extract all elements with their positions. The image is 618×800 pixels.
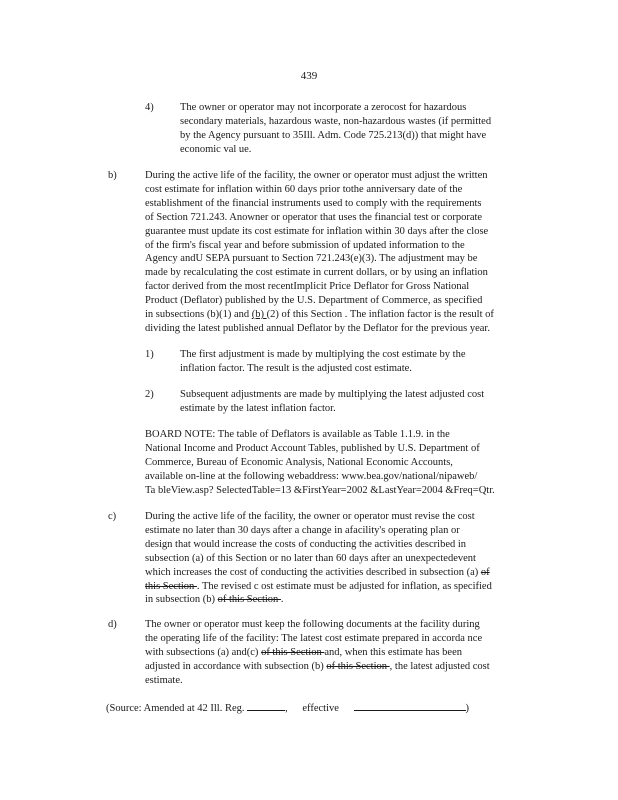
- text-line: of Section 721.243. Anowner or operator that uses the financial test or corporate: [145, 211, 483, 223]
- text-line: guarantee must update its cost estimate for inflation within 30 days after the close: [145, 225, 489, 237]
- text-line: by the Agency pursuant to 35Ill. Adm. Code 725.213(d)) that might have: [180, 129, 487, 141]
- text-segment: adjusted in accordance with subsection (b): [145, 660, 327, 672]
- item-b2-label: 2): [145, 389, 154, 400]
- text-line: [145, 593, 537, 607]
- text-segment: with subsections (a) and(c): [145, 646, 262, 658]
- deleted-text: of this Section: [326, 660, 390, 672]
- text-line: inflation factor. The result is the adjusted cost estimate.: [180, 362, 412, 374]
- text-line: Ta bleView.asp? SelectedTable=13 &FirstYear=2002 &LastYear=2004 &Freq=Qtr.: [145, 484, 495, 496]
- text-line: [145, 646, 537, 660]
- text-line: design that would increase the costs of conducting the activities described in: [145, 538, 467, 550]
- text-line: made by recalculating the cost estimate in current dollars, or by using an inflation: [145, 267, 488, 279]
- text-segment: , the latest adjusted cost: [389, 660, 490, 672]
- board-note: [145, 428, 533, 498]
- source-effective: effective: [302, 703, 339, 714]
- text-segment: which increases the cost of conducting the activities described in subsection (a): [145, 566, 481, 578]
- text-line: Agency andU SEPA pursuant to Section 721.243(e)(3). The adjustment may be: [145, 253, 478, 265]
- source-note: [106, 700, 469, 714]
- text-line: Product (Deflator) published by the U.S. Department of Commerce, as specified: [145, 295, 483, 307]
- text-line: [145, 566, 537, 580]
- subsection-c-text: [145, 510, 537, 607]
- text-segment: and, when this estimate has been: [324, 646, 462, 658]
- text-line: Commerce, Bureau of Economic Analysis, National Economic Accounts,: [145, 456, 453, 468]
- text-line: secondary materials, hazardous waste, non-hazardous wastes (if permitted: [180, 115, 492, 127]
- text-line: estimate by the latest inflation factor.: [180, 402, 336, 414]
- text-line: available on-line at the following webaddress: www.bea.gov/national/nipaweb/: [145, 470, 478, 482]
- subsection-c-label: c): [108, 511, 117, 522]
- item-4-label: 4): [145, 102, 154, 113]
- text-line: dividing the latest published annual Deflator by the Deflator for the previous year.: [145, 322, 490, 334]
- text-line: estimate no later than 30 days after a change in afacility's operating plan or: [145, 524, 460, 536]
- item-b2-text: [180, 388, 532, 416]
- item-b1-label: 1): [145, 349, 154, 360]
- text-line: [145, 308, 543, 322]
- text-segment: .: [280, 594, 284, 606]
- text-line: The first adjustment is made by multiplying the cost estimate by the: [180, 349, 466, 360]
- item-b1-text: [180, 348, 532, 376]
- text-line: subsection (a) of this Section or no later than 60 days after an unexpectedevent: [145, 552, 476, 564]
- deleted-text: of this Section: [261, 646, 325, 658]
- text-segment: . The revised c ost estimate must be adjusted for inflation, as specified: [196, 580, 492, 592]
- text-segment: in subsections (b)(1) and: [145, 309, 252, 321]
- subsection-d-text: [145, 618, 537, 688]
- subsection-b-label: b): [108, 170, 117, 181]
- text-line: cost estimate for inflation within 60 days prior tothe anniversary date of the: [145, 183, 463, 195]
- text-segment: in subsection (b): [145, 594, 218, 606]
- text-line: of the firm's fiscal year and before submission of updated information to the: [145, 239, 465, 251]
- deleted-text: of this Section: [217, 594, 281, 606]
- text-line: The owner or operator must keep the following documents at the facility during: [145, 619, 480, 630]
- subsection-b-text: [145, 169, 543, 336]
- text-line: estimate.: [145, 674, 183, 686]
- subsection-d-label: d): [108, 619, 117, 630]
- source-comma: ,: [285, 703, 288, 714]
- text-segment: (2) of this Section . The inflation factor is the result of: [266, 309, 494, 321]
- text-line: BOARD NOTE: The table of Deflators is available as Table 1.1.9. in the: [145, 429, 450, 440]
- deleted-text: of: [480, 566, 490, 578]
- text-line: During the active life of the facility, the owner or operator must adjust the written: [145, 170, 488, 181]
- text-line: The owner or operator may not incorporate a zerocost for hazardous: [180, 102, 467, 113]
- text-line: establishment of the financial instruments used to comply with the requirements: [145, 197, 482, 209]
- text-line: During the active life of the facility, the owner or operator must revise the cost: [145, 511, 475, 522]
- text-line: economic val ue.: [180, 143, 252, 155]
- register-page-blank: [247, 700, 285, 711]
- deleted-text: this Section: [145, 580, 197, 592]
- text-line: [145, 580, 537, 594]
- source-close: ): [465, 703, 470, 714]
- effective-date-blank: [354, 700, 466, 711]
- text-line: National Income and Product Account Tables, published by U.S. Department of: [145, 442, 480, 454]
- item-4-text: [180, 101, 532, 157]
- source-prefix: (Source: Amended at 42 Ill. Reg.: [106, 703, 245, 714]
- text-line: [145, 660, 537, 674]
- text-line: factor derived from the most recentImplicit Price Deflator for Gross National: [145, 281, 470, 293]
- text-line: Subsequent adjustments are made by multiplying the latest adjusted cost: [180, 389, 485, 400]
- inserted-text: (b): [251, 309, 267, 321]
- text-line: the operating life of the facility: The latest cost estimate prepared in accorda nce: [145, 632, 483, 644]
- page-number: 439: [300, 70, 318, 82]
